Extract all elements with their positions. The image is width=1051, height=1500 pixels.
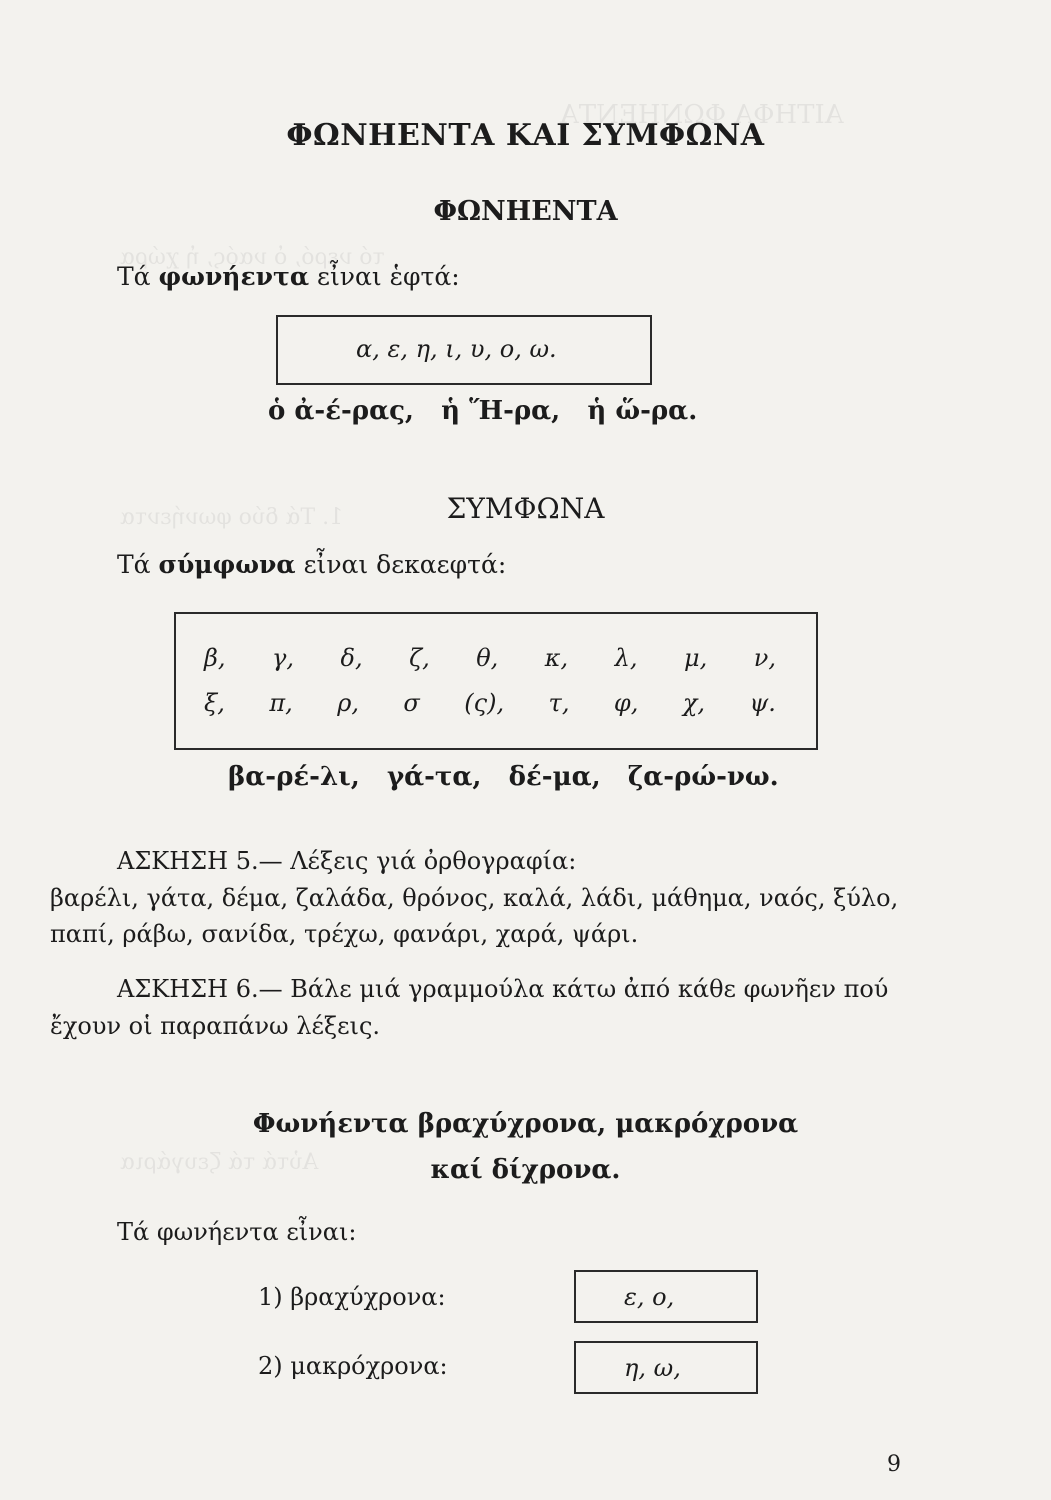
consonant-letter: δ,: [340, 644, 363, 672]
bleed-through-text: τό νερό, ὁ ναός, ἡ χώρα: [120, 245, 385, 270]
bleed-through-text: 1. Τά δύο φωνήεντα: [120, 505, 344, 530]
long-vowels-box: [574, 1341, 758, 1394]
intro-suffix: εἶναι ἑφτά:: [317, 262, 460, 291]
consonants-intro: [117, 550, 506, 579]
intro-bold-word: φωνήεντα: [158, 262, 310, 291]
consonant-letter: β,: [204, 644, 226, 672]
consonant-letter: ν,: [753, 644, 776, 672]
vowels-box: [276, 315, 652, 385]
vowels-heading: ΦΩΝΗΕΝΤΑ: [433, 196, 618, 227]
consonant-letter: λ,: [614, 644, 638, 672]
consonants-box: [174, 612, 818, 750]
consonant-letter: π,: [269, 689, 293, 717]
length-intro: Τά φωνήεντα εἶναι:: [117, 1218, 357, 1246]
consonant-letter: ρ,: [337, 689, 359, 717]
consonant-examples: βα-ρέ-λι, γά-τα, δέ-μα, ζα-ρώ-νω.: [228, 762, 779, 792]
length-heading-line-1: Φωνήεντα βραχύχρονα, μακρόχρονα: [252, 1109, 799, 1139]
consonant-letter: φ,: [613, 689, 639, 717]
exercise-6-line-2: ἔχουν οἱ παραπάνω λέξεις.: [50, 1012, 381, 1040]
bleed-through-text: Αὐτά τά ζευγάρια: [120, 1150, 319, 1175]
consonant-letter: κ,: [544, 644, 569, 672]
long-vowels-value: η, ω,: [624, 1354, 681, 1382]
exercise-5-words-line-1: βαρέλι, γάτα, δέμα, ζαλάδα, θρόνος, καλά, λάδι, μάθημα, ναός, ξύλο,: [50, 884, 899, 912]
consonant-letter: γ,: [272, 644, 294, 672]
consonant-letter: μ,: [684, 644, 708, 672]
vowel-letters: α, ε, η, ι, υ, ο, ω.: [356, 335, 557, 363]
short-vowels-value: ε, ο,: [624, 1283, 675, 1311]
consonant-letter: ξ,: [204, 689, 225, 717]
vowel-examples: ὁ ἀ-έ-ρας, ἡ Ἥ-ρα, ἡ ὥ-ρα.: [268, 396, 698, 426]
intro-prefix: Τά: [117, 550, 151, 579]
consonants-heading: ΣΥΜΦΩΝΑ: [446, 492, 605, 525]
exercise-6-line-1: ΑΣΚΗΣΗ 6.— Βάλε μιά γραμμούλα κάτω ἀπό κάθε φωνῆεν πού: [117, 975, 889, 1003]
consonants-row-1: [204, 644, 776, 672]
page-title: ΦΩΝΗΕΝΤΑ ΚΑΙ ΣΥΜΦΩΝΑ: [286, 118, 765, 153]
short-vowels-label: 1) βραχύχρονα:: [258, 1283, 446, 1311]
consonant-letter: ζ,: [409, 644, 430, 672]
long-vowels-label: 2) μακρόχρονα:: [258, 1352, 448, 1380]
consonant-letter: χ,: [682, 689, 705, 717]
intro-suffix: εἶναι δεκαεφτά:: [303, 550, 507, 579]
consonant-letter: τ,: [548, 689, 570, 717]
page-number: 9: [887, 1452, 901, 1477]
bleed-through-text: ΑΙΤΗΦΑ ΦΩΝΗΕΝΤΑ: [560, 100, 844, 130]
intro-bold-word: σύμφωνα: [158, 550, 296, 579]
exercise-5-label: ΑΣΚΗΣΗ 5.— Λέξεις γιά ὀρθογραφία:: [117, 847, 577, 875]
consonant-letter: (ς),: [464, 689, 505, 717]
consonants-row-2: [204, 689, 776, 717]
consonant-letter: θ,: [476, 644, 499, 672]
exercise-5-words-line-2: παπί, ράβω, σανίδα, τρέχω, φανάρι, χαρά, ψάρι.: [50, 920, 639, 948]
intro-prefix: Τά: [117, 262, 151, 291]
consonant-letter: ψ.: [749, 689, 776, 717]
consonant-letter: σ: [403, 689, 420, 717]
length-heading-line-2: καί δίχρονα.: [430, 1155, 621, 1185]
vowels-intro: [117, 262, 460, 291]
short-vowels-box: [574, 1270, 758, 1323]
